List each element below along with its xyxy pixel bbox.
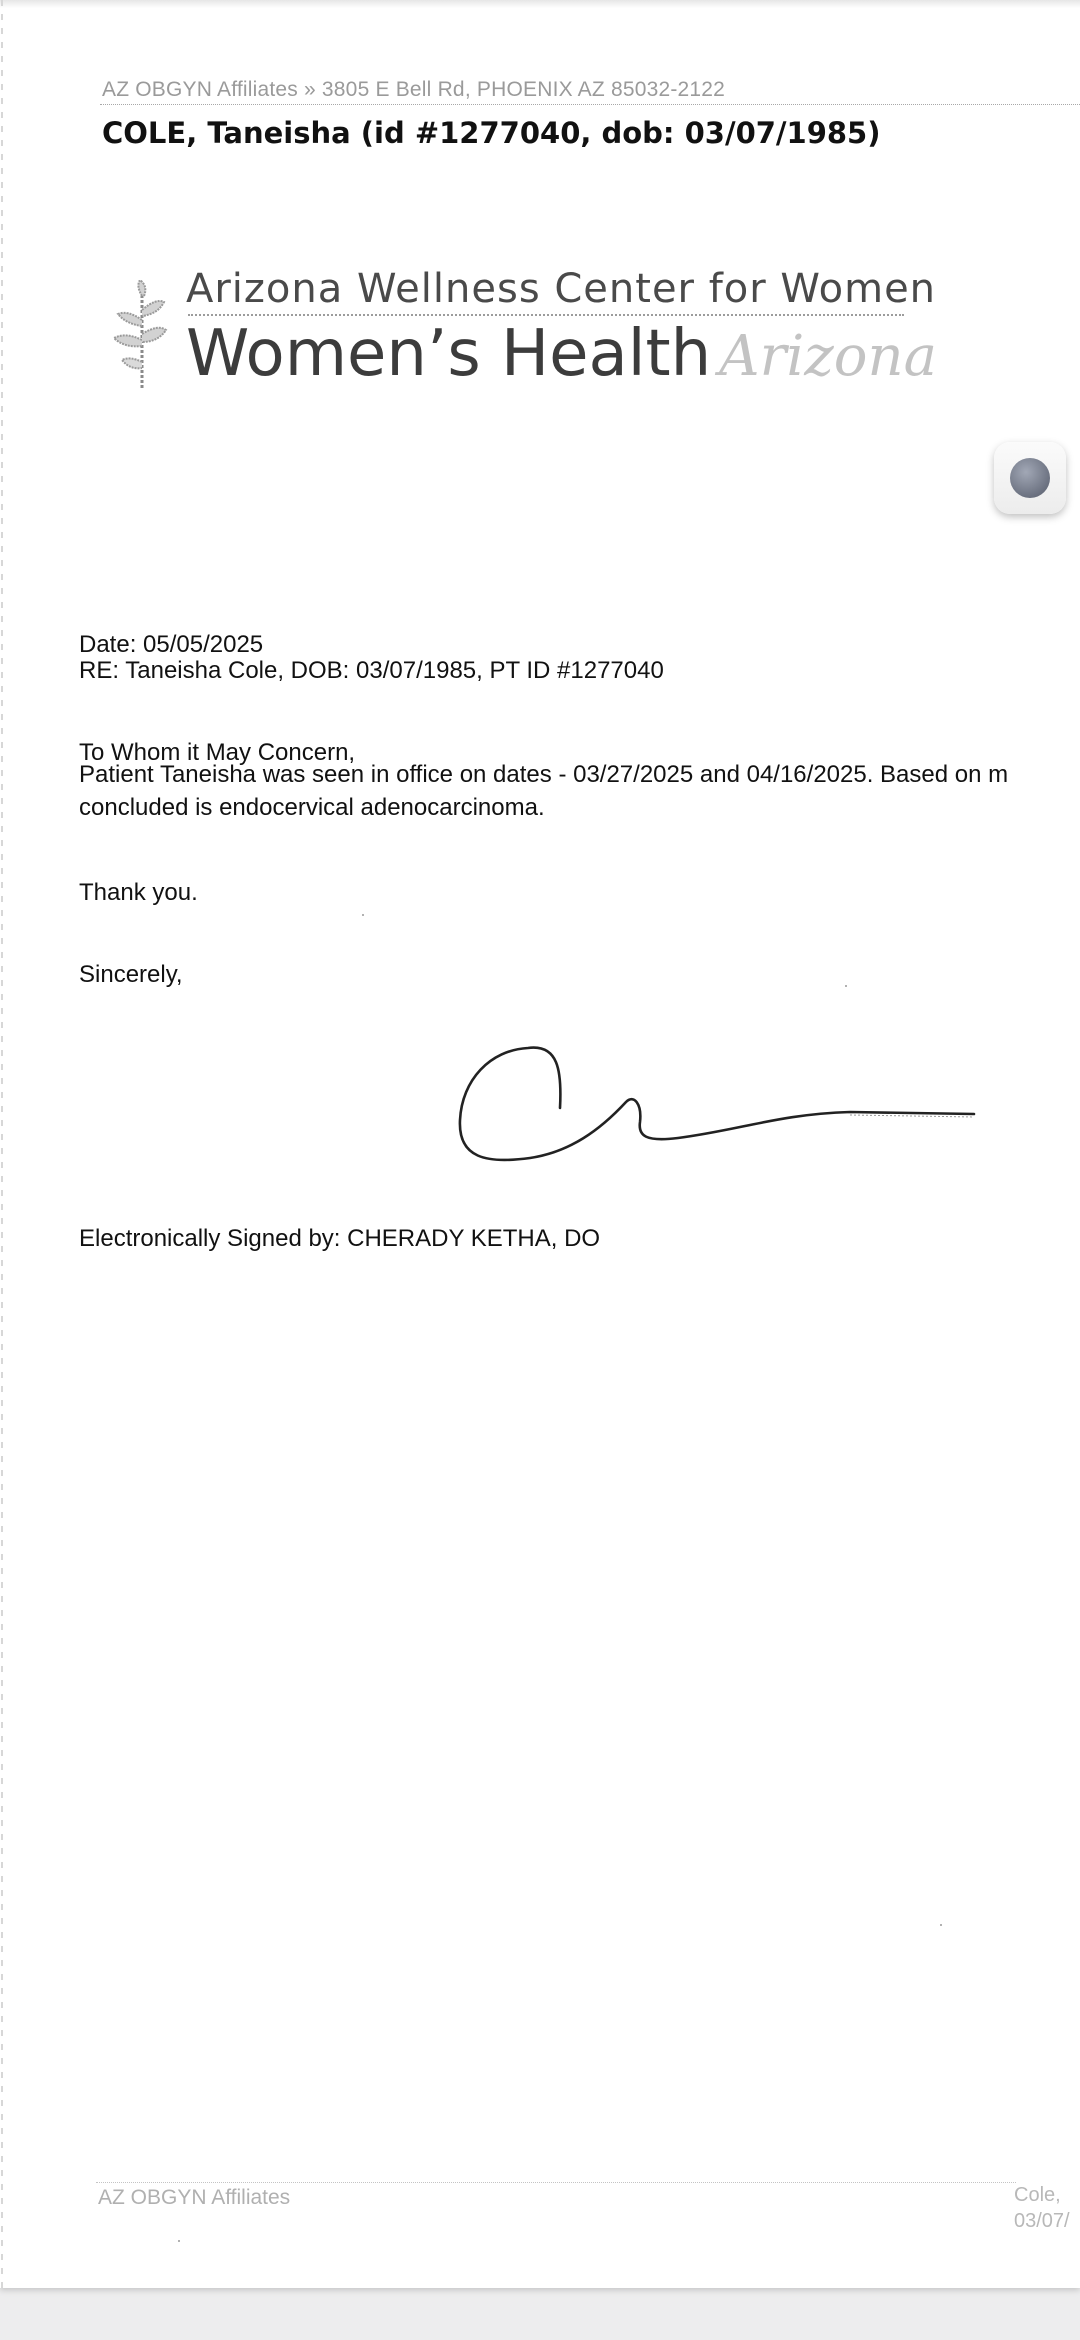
- logo-wordmark-script: Arizona: [719, 324, 937, 389]
- footer-rule: [96, 2182, 1016, 2183]
- letter-date: Date: 05/05/2025: [79, 631, 264, 658]
- page-top-shadow: [0, 0, 1080, 8]
- letter-thanks: Thank you.: [79, 879, 198, 906]
- logo-wordmark: [186, 316, 937, 393]
- scan-speck: [362, 914, 364, 916]
- footer-practice-name: AZ OBGYN Affiliates: [98, 2186, 291, 2209]
- footer-patient-name: Cole,: [1014, 2184, 1061, 2206]
- letter-closing: Sincerely,: [79, 961, 183, 988]
- branch-leaves-icon: [108, 280, 168, 390]
- scan-speck: [845, 985, 847, 987]
- scan-edge-artifact: [1, 0, 3, 2288]
- footer-patient-ref: [1014, 2182, 1070, 2234]
- fax-header-rule: [100, 104, 1080, 105]
- scan-speck: [178, 2240, 180, 2242]
- scan-speck: [940, 1924, 942, 1926]
- logo-clinic-name: Arizona Wellness Center for Women: [186, 266, 937, 312]
- clinic-logo: [100, 262, 937, 402]
- footer-patient-dob: 03/07/: [1014, 2210, 1070, 2232]
- letter-salutation: To Whom it May Concern,: [79, 739, 356, 766]
- assistive-touch-button[interactable]: [994, 442, 1066, 514]
- fax-header: AZ OBGYN Affiliates » 3805 E Bell Rd, PHOENIX AZ 85032-2122: [102, 78, 726, 101]
- letter-re-line: RE: Taneisha Cole, DOB: 03/07/1985, PT ID #1277040: [79, 657, 664, 684]
- handwritten-signature: [450, 1040, 990, 1176]
- logo-wordmark-main: Women’s Health: [186, 317, 712, 391]
- patient-header: COLE, Taneisha (id #1277040, dob: 03/07/1985): [102, 116, 881, 150]
- letter-body-line-2: concluded is endocervical adenocarcinoma.: [79, 794, 545, 821]
- letter-body-line-1: Patient Taneisha was seen in office on dates - 03/27/2025 and 04/16/2025. Based on m: [79, 761, 1009, 788]
- assistive-touch-icon: [1010, 458, 1050, 498]
- electronic-signature-line: Electronically Signed by: CHERADY KETHA, DO: [79, 1225, 601, 1252]
